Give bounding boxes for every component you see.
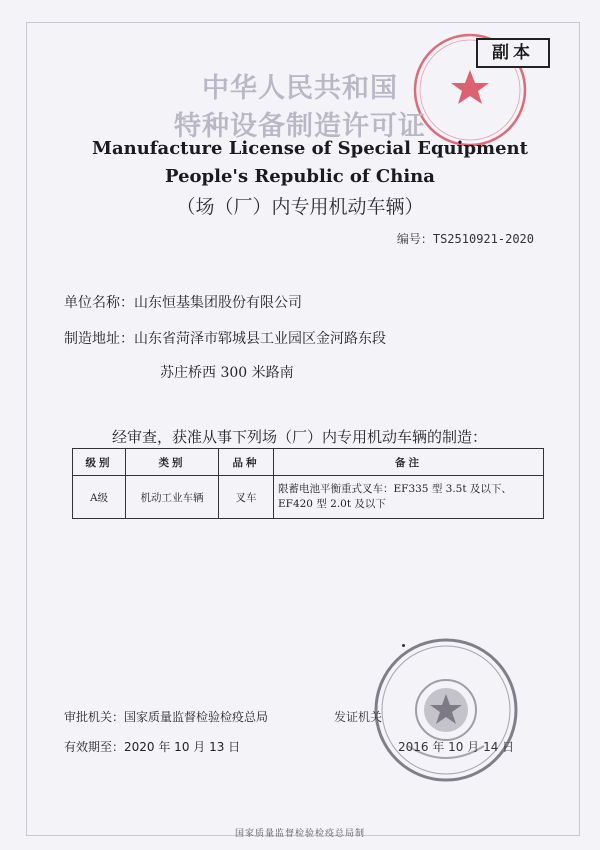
address-line2: 苏庄桥西 300 米路南	[160, 365, 294, 381]
issue-date: 2016 年 10 月 14 日	[398, 740, 515, 754]
unit-name-value: 山东恒基集团股份有限公司	[134, 295, 302, 311]
header-level: 级别	[73, 449, 126, 476]
cell-note: 限蓄电池平衡重式叉车：EF335 型 3.5t 及以下、EF420 型 2.0t 及以下	[274, 476, 544, 519]
table-header-row	[73, 449, 544, 476]
certificate-number-label: 编号：	[396, 232, 433, 246]
unit-name-field	[64, 292, 302, 312]
approval-authority-value: 国家质量监督检验检疫总局	[124, 710, 269, 724]
title-cn-line1: 中华人民共和国	[202, 73, 398, 104]
address-field	[64, 328, 386, 348]
address-label: 制造地址：	[64, 331, 134, 347]
cell-category: 机动工业车辆	[126, 476, 219, 519]
unit-name-label: 单位名称：	[64, 295, 134, 311]
header-category: 类别	[126, 449, 219, 476]
cell-level: A级	[73, 476, 126, 519]
table-row	[73, 476, 544, 519]
official-seal	[372, 636, 520, 784]
approval-authority-label: 审批机关：	[64, 710, 125, 724]
cell-variety: 叉车	[219, 476, 274, 519]
title-en-line1: Manufacture License of Special Equipment	[92, 138, 528, 159]
certificate-number-value: TS2510921-2020	[432, 232, 534, 246]
footer-note: 国家质量监督检验检疫总局制	[234, 829, 365, 839]
equipment-subtitle: （场（厂）内专用机动车辆）	[176, 196, 424, 218]
valid-until-value: 2020 年 10 月 13 日	[124, 740, 241, 754]
address-line1: 山东省菏泽市郓城县工业园区金河路东段	[134, 331, 386, 347]
valid-until	[64, 738, 240, 755]
permit-table	[72, 448, 544, 519]
issuer-label: 发证机关	[334, 710, 383, 724]
title-cn-line2: 特种设备制造许可证	[174, 111, 426, 142]
approval-statement: 经审查，获准从事下列场（厂）内专用机动车辆的制造：	[112, 428, 488, 446]
header-note: 备注	[274, 449, 544, 476]
approval-authority	[64, 708, 268, 725]
valid-until-label: 有效期至：	[64, 740, 125, 754]
certificate-number	[397, 230, 534, 247]
header-variety: 品种	[219, 449, 274, 476]
copy-badge: 副本	[476, 38, 550, 68]
title-en-line2: People's Republic of China	[165, 166, 435, 187]
